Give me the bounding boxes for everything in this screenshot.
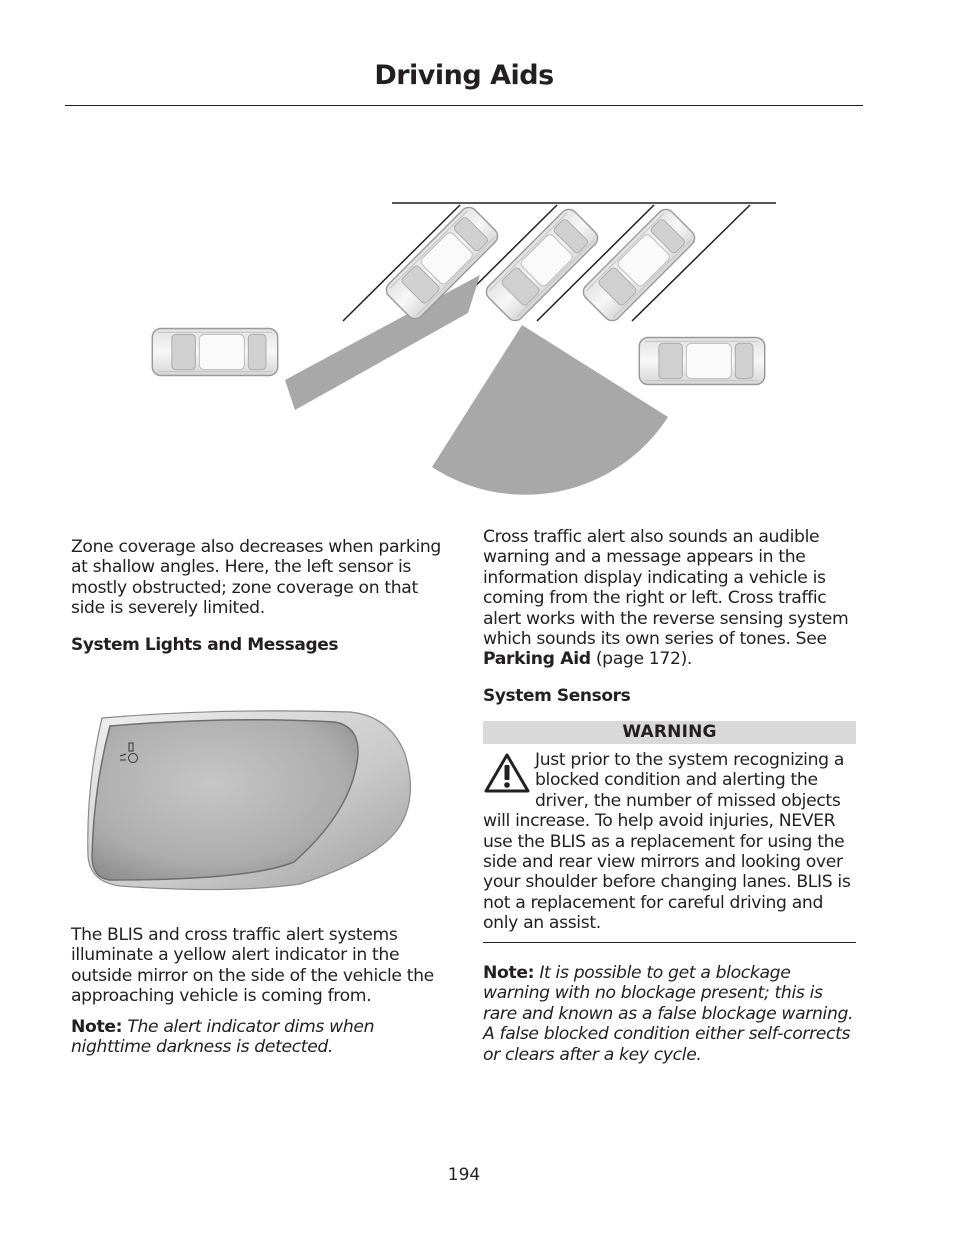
side-mirror-illustration	[80, 706, 420, 894]
note-label: Note:	[483, 963, 535, 983]
left-sensor-zone	[285, 275, 480, 410]
rear-sensor-zone	[432, 325, 668, 495]
blockage-note	[483, 963, 858, 1065]
parking-aid-link[interactable]: Parking Aid	[483, 649, 591, 670]
zone-coverage-paragraph: Zone coverage also decreases when parking at shallow angles. Here, the left sensor is mostly obstructed; zone coverage on that side is severely limited.	[71, 537, 441, 619]
page-number: 194	[447, 1165, 481, 1185]
alert-note	[71, 1017, 451, 1058]
note-text: The alert indicator dims when nighttime darkness is detected.	[71, 1016, 375, 1058]
warning-box	[483, 721, 856, 934]
blis-paragraph: The BLIS and cross traffic alert systems illuminate a yellow alert indicator in the outside mirror on the side of the vehicle the approaching vehicle is coming from.	[71, 925, 434, 1007]
cross-traffic-paragraph: Cross traffic alert also sounds an audible warning and a message appears in the information display indicating a vehicle is coming from the right or left. Cross traffic alert works with the reverse sensing system which sounds its own series of tones. See Parking Aid (page 172).	[483, 527, 849, 670]
parking-diagram	[140, 195, 780, 500]
warning-divider	[483, 942, 856, 943]
title-divider	[65, 105, 863, 106]
system-sensors-heading: System Sensors	[483, 685, 631, 706]
warning-triangle-icon	[483, 752, 531, 794]
warning-title: WARNING	[483, 721, 856, 744]
page-title: Driving Aids	[374, 60, 554, 91]
system-lights-heading: System Lights and Messages	[71, 634, 339, 655]
warning-text: Just prior to the system recognizing a blocked condition and alerting the driver, the number of missed objects will increase. To help avoid injuries, NEVER use the BLIS as a replacement for using the side and rear view mirrors and looking over your shoulder before changing lanes. BLIS is not a replacement for careful driving and only an assist.	[483, 750, 851, 934]
note-label: Note:	[71, 1016, 123, 1037]
note-text: It is possible to get a blockage warning with no blockage present; this is rare and known as a false blockage warning. A false blocked condition either self-corrects or clears after a key cycle.	[483, 963, 854, 1065]
